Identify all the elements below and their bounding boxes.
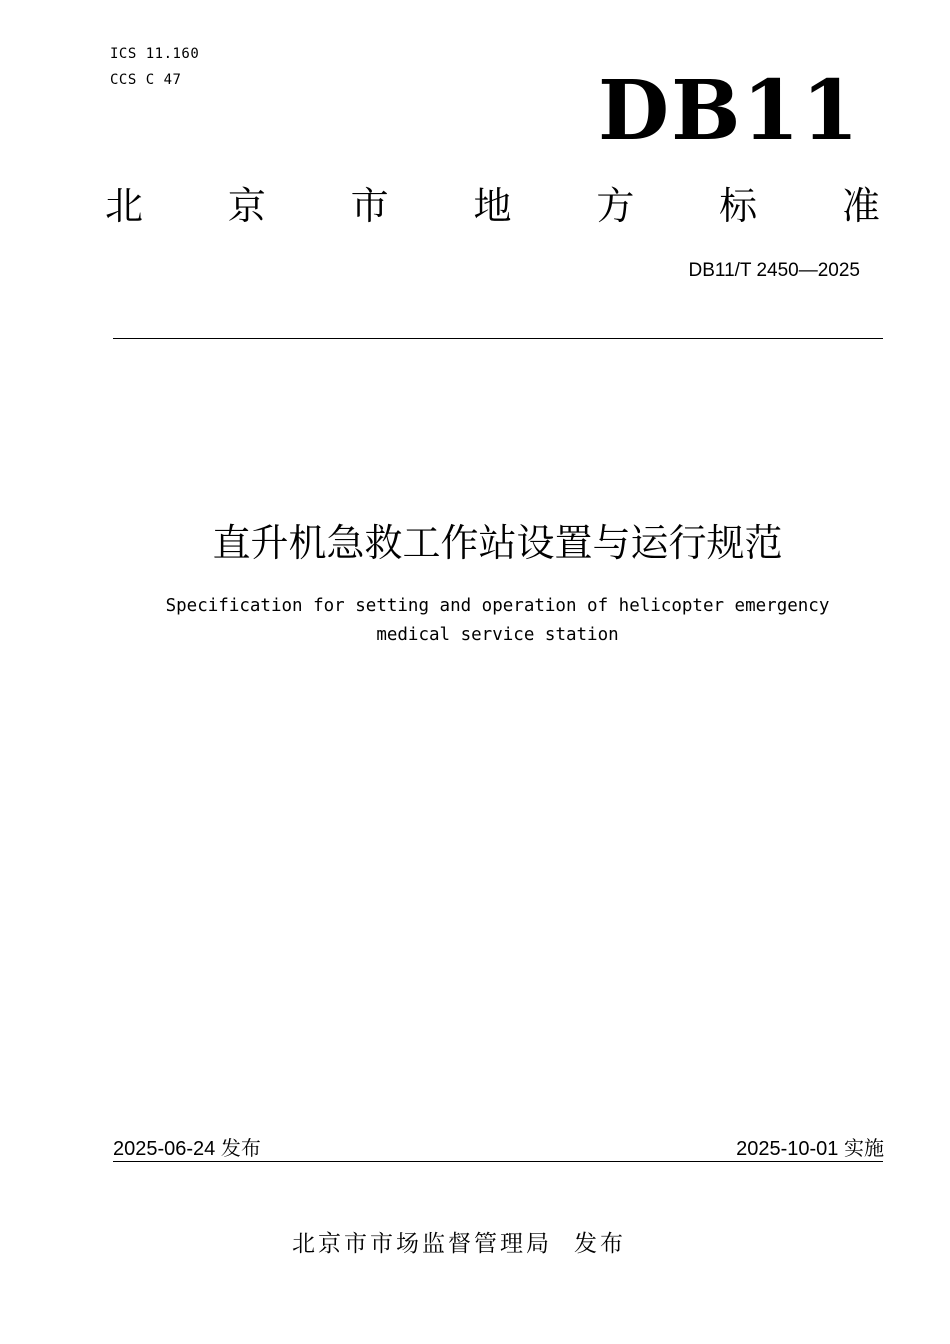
standard-type-char: 方: [596, 184, 635, 228]
standard-number: DB11/T 2450—2025: [688, 260, 860, 281]
publisher-line: [292, 1225, 626, 1258]
english-title-line: medical service station: [376, 625, 619, 645]
publish-action: 发布: [574, 1231, 626, 1257]
standard-type-char: 京: [227, 184, 266, 228]
ccs-code: CCS C 47: [110, 72, 182, 88]
standard-type-char: 准: [841, 184, 880, 228]
ics-code: ICS 11.160: [110, 46, 200, 62]
standard-type-char: 市: [350, 184, 389, 228]
standard-type-char: 北: [105, 184, 144, 228]
document-title-english: [140, 592, 855, 650]
standard-type-char: 标: [719, 184, 758, 228]
publish-date: 2025-06-24 发布: [113, 1138, 261, 1160]
top-divider: [113, 338, 883, 339]
english-title-line: Specification for setting and operation of helicopter emergency: [165, 596, 830, 616]
standard-type-heading: [105, 182, 880, 230]
document-title-chinese: 直升机急救工作站设置与运行规范: [212, 521, 783, 565]
db11-logo: DB11: [598, 63, 861, 159]
implement-date: 2025-10-01 实施: [736, 1138, 884, 1160]
bottom-divider: [113, 1161, 883, 1162]
publishing-authority: 北京市市场监督管理局: [292, 1231, 552, 1257]
standard-type-char: 地: [473, 184, 512, 228]
